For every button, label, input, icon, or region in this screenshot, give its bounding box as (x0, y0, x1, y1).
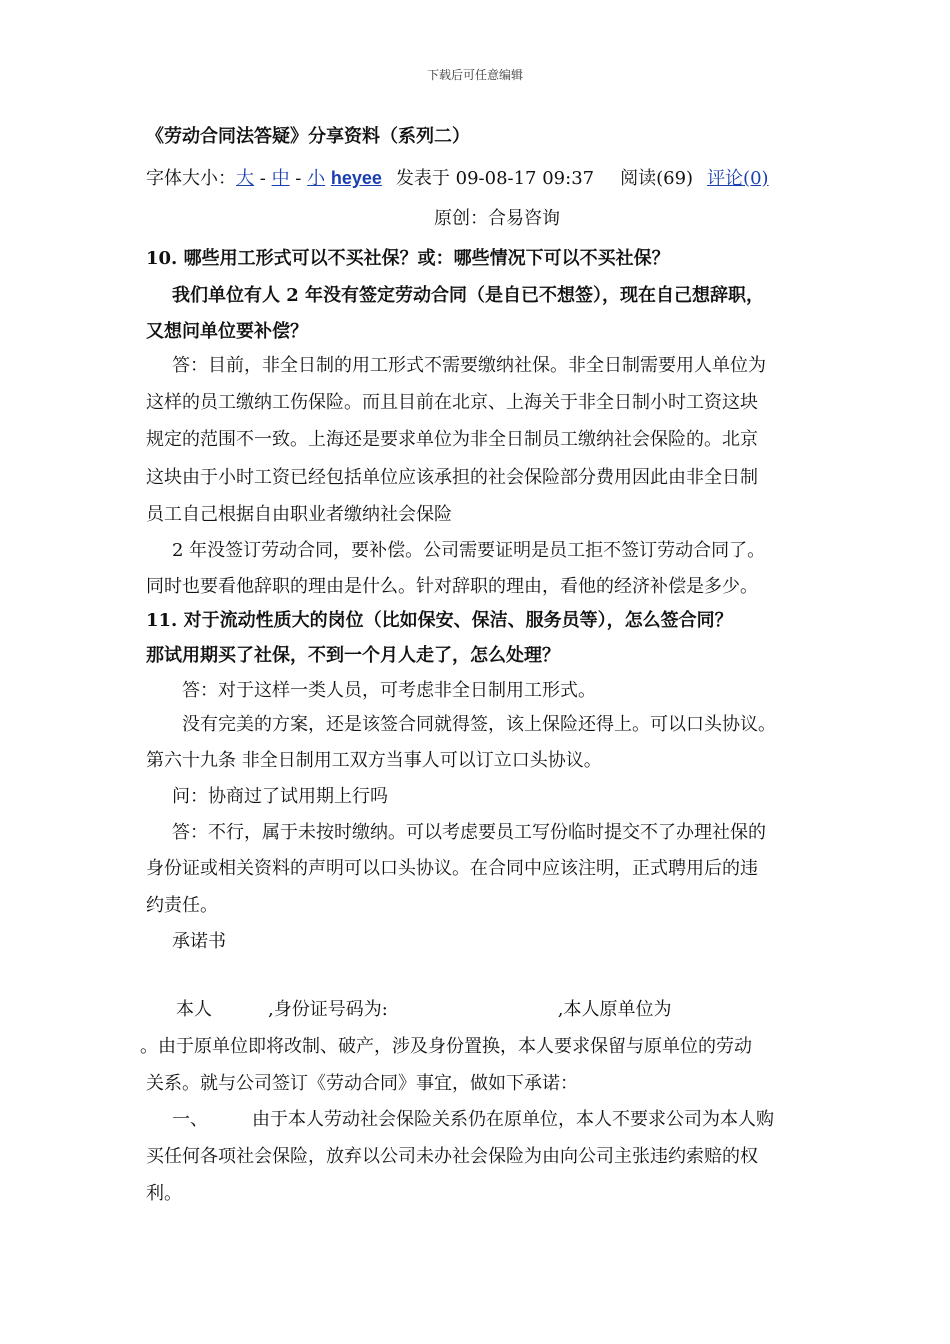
question-10-sub: 又想问单位要补偿？ (146, 321, 308, 342)
comments-link[interactable]: 评论(0) (707, 168, 769, 189)
pledge-title: 承诺书 (172, 931, 226, 952)
pledge-line: 利。 (146, 1183, 182, 1204)
answer-line: 答：对于这样一类人员，可考虑非全日制用工形式。 (182, 680, 596, 701)
question-10-sub: 我们单位有人 2 年没有签定劳动合同（是自已不想签），现在自己想辞职， (172, 285, 765, 306)
page-title: 《劳动合同法答疑》分享资料（系列二） (146, 126, 470, 147)
question-10-title: 10. 哪些用工形式可以不买社保？或：哪些情况下可以不买社保？ (146, 248, 670, 269)
answer-line: 这样的员工缴纳工伤保险。而且目前在北京、上海关于非全日制小时工资这块 (146, 392, 758, 413)
pledge-text: 本人 (176, 999, 212, 1020)
answer-line: 员工自己根据自由职业者缴纳社会保险 (146, 504, 452, 525)
question-line: 问：协商过了试用期上行吗 (172, 786, 388, 807)
answer-line: 规定的范围不一致。上海还是要求单位为非全日制员工缴纳社会保险的。北京 (146, 429, 758, 450)
pledge-line: 买任何各项社会保险，放弃以公司未办社会保险为由向公司主张违约索赔的权 (146, 1146, 758, 1167)
pledge-item-number: 一、 (172, 1109, 208, 1130)
answer-line: 2 年没签订劳动合同，要补偿。公司需要证明是员工拒不签订劳动合同了。 (172, 540, 766, 561)
pledge-line: 。由于原单位即将改制、破产，涉及身份置换，本人要求保留与原单位的劳动 (140, 1036, 752, 1057)
answer-line: 答：不行，属于未按时缴纳。可以考虑要员工写份临时提交不了办理社保的 (172, 822, 766, 843)
author-link[interactable]: heyee (330, 168, 382, 188)
answer-line: 没有完美的方案，还是该签合同就得签，该上保险还得上。可以口头协议。 (182, 714, 776, 735)
answer-line: 身份证或相关资料的声明可以口头协议。在合同中应该注明，正式聘用后的违 (146, 858, 758, 879)
answer-line: 同时也要看他辞职的理由是什么。针对辞职的理由，看他的经济补偿是多少。 (146, 576, 758, 597)
posted-time: 发表于 09-08-17 09:37 (395, 168, 595, 189)
pledge-line: 关系。就与公司签订《劳动合同》事宜，做如下承诺： (146, 1073, 578, 1094)
pledge-item (172, 1108, 774, 1132)
answer-line: 答：目前，非全日制的用工形式不需要缴纳社保。非全日制需要用人单位为 (172, 355, 766, 376)
separator: - (259, 168, 266, 189)
font-size-medium-link[interactable]: 中 (271, 168, 290, 189)
pledge-text: ,身份证号码为: (268, 999, 388, 1020)
question-11-title: 11. 对于流动性质大的岗位（比如保安、保洁、服务员等），怎么签合同？ (146, 610, 733, 631)
meta-bar (146, 166, 769, 191)
answer-line: 约责任。 (146, 895, 218, 916)
read-count: 阅读(69) (620, 168, 694, 189)
pledge-text: 由于本人劳动社会保险关系仍在原单位，本人不要求公司为本人购 (252, 1109, 774, 1130)
question-11-title: 那试用期买了社保，不到一个月人走了，怎么处理？ (146, 645, 560, 666)
font-size-small-link[interactable]: 小 (307, 168, 326, 189)
header-note: 下载后可任意编辑 (426, 68, 523, 82)
font-size-large-link[interactable]: 大 (236, 168, 254, 189)
pledge-line (176, 998, 672, 1022)
separator: - (295, 168, 302, 189)
font-size-label: 字体大小： (146, 168, 236, 189)
pledge-text: ,本人原单位为 (557, 999, 672, 1020)
answer-line: 这块由于小时工资已经包括单位应该承担的社会保险部分费用因此由非全日制 (146, 467, 758, 488)
article-line: 第六十九条 非全日制用工双方当事人可以订立口头协议。 (146, 750, 602, 771)
source-line: 原创：合易咨询 (434, 208, 560, 229)
